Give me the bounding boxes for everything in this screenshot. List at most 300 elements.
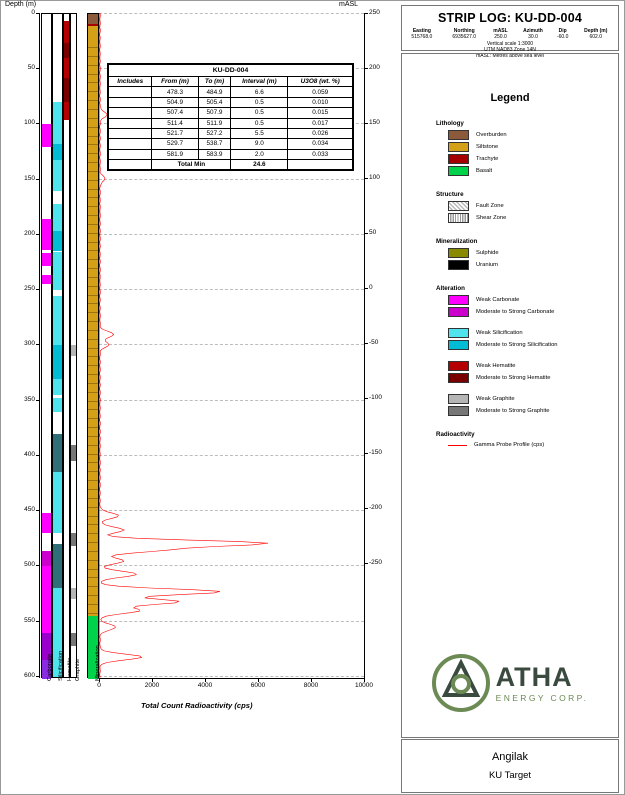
assay-header-includes: Includes bbox=[109, 77, 152, 87]
fault-hatch-icon bbox=[448, 201, 469, 211]
table-cell: 583.9 bbox=[198, 149, 231, 159]
structure-tick bbox=[88, 392, 98, 393]
company-logo bbox=[402, 654, 618, 712]
alteration-segment bbox=[53, 204, 62, 231]
structure-tick bbox=[88, 401, 98, 402]
structure-tick bbox=[88, 312, 98, 313]
cps-tick-label: 10000 bbox=[354, 682, 374, 689]
color-swatch-icon bbox=[448, 295, 469, 305]
collar-header-easting: Easting bbox=[412, 28, 431, 34]
track-hematite bbox=[63, 13, 70, 678]
structure-tick bbox=[88, 533, 98, 534]
structure-tick bbox=[88, 286, 98, 287]
cps-tick-mark bbox=[205, 678, 206, 682]
alteration-segment bbox=[53, 472, 62, 533]
note-scale: Vertical scale 1:3000 bbox=[486, 40, 534, 47]
structure-tick bbox=[88, 577, 98, 578]
table-cell bbox=[109, 87, 152, 97]
structure-tick bbox=[88, 127, 98, 128]
structure-tick bbox=[88, 206, 98, 207]
table-cell: 581.9 bbox=[152, 149, 198, 159]
structure-tick bbox=[88, 454, 98, 455]
table-cell bbox=[288, 160, 353, 170]
legend-item bbox=[448, 248, 618, 258]
structure-tick bbox=[88, 242, 98, 243]
structure-tick bbox=[88, 339, 98, 340]
masl-tick-label: 50 bbox=[369, 228, 377, 236]
alteration-segment bbox=[53, 296, 62, 346]
structure-tick bbox=[88, 259, 98, 260]
masl-tick-label: -200 bbox=[369, 503, 383, 511]
shear-hatch-icon bbox=[448, 213, 469, 223]
legend-item bbox=[448, 142, 618, 152]
legend-item-label: Basalt bbox=[476, 168, 493, 174]
structure-tick bbox=[88, 268, 98, 269]
track-label-mineralization: Mineralization bbox=[95, 645, 101, 681]
assay-title-row bbox=[109, 65, 353, 77]
color-swatch-icon bbox=[448, 260, 469, 270]
legend-section-title: Alteration bbox=[436, 285, 465, 292]
structure-tick bbox=[88, 542, 98, 543]
structure-tick bbox=[88, 250, 98, 251]
table-cell: 2.0 bbox=[231, 149, 288, 159]
collar-value-masl: 250.0 bbox=[494, 34, 507, 41]
collar-value-dip: -60.0 bbox=[556, 34, 569, 41]
alteration-segment bbox=[53, 252, 62, 291]
color-swatch-icon bbox=[448, 394, 469, 404]
alteration-segment bbox=[53, 160, 62, 191]
collar-value-easting: 515768.0 bbox=[411, 34, 433, 41]
logo-text bbox=[495, 661, 589, 703]
structure-tick bbox=[88, 365, 98, 366]
cps-axis-line bbox=[99, 678, 364, 680]
assay-header-grade: U3O8 (wt. %) bbox=[288, 77, 353, 87]
structure-tick bbox=[88, 551, 98, 552]
legend-item bbox=[448, 154, 618, 164]
table-cell bbox=[109, 118, 152, 128]
alteration-segment bbox=[71, 345, 76, 356]
legend-item-label: Siltstone bbox=[476, 144, 499, 150]
table-cell: 529.7 bbox=[152, 139, 198, 149]
alteration-segment bbox=[64, 102, 69, 120]
logo-name: ATHA bbox=[495, 661, 573, 692]
legend-section-spacer bbox=[402, 272, 618, 285]
structure-tick bbox=[88, 180, 98, 181]
legend-item bbox=[448, 130, 618, 140]
legend-section-title: Lithology bbox=[436, 120, 464, 127]
alteration-segment bbox=[42, 219, 51, 250]
legend-item-label: Sulphide bbox=[476, 250, 499, 256]
alteration-segment bbox=[53, 231, 62, 252]
table-row bbox=[109, 97, 353, 107]
table-cell: 0.010 bbox=[288, 97, 353, 107]
legend-item bbox=[448, 441, 618, 449]
collar-header-depth: Depth (m) bbox=[584, 28, 608, 34]
legend-item-label: Moderate to Strong Hematite bbox=[476, 375, 551, 381]
structure-tick bbox=[88, 604, 98, 605]
masl-tick-label: -100 bbox=[369, 393, 383, 401]
table-cell bbox=[109, 108, 152, 118]
cps-tick-mark bbox=[258, 678, 259, 682]
color-swatch-icon bbox=[448, 142, 469, 152]
alteration-segment bbox=[53, 588, 62, 632]
gamma-line-icon bbox=[448, 441, 467, 449]
legend-item-label: Weak Graphite bbox=[476, 396, 515, 402]
structure-tick bbox=[88, 277, 98, 278]
depth-tick-label: 100 bbox=[24, 119, 35, 127]
depth-tick-label: 350 bbox=[24, 395, 35, 403]
alteration-segment bbox=[42, 124, 51, 146]
structure-tick bbox=[88, 136, 98, 137]
table-cell: 507.9 bbox=[198, 108, 231, 118]
structure-tick bbox=[88, 436, 98, 437]
structure-tick bbox=[88, 162, 98, 163]
color-swatch-icon bbox=[448, 130, 469, 140]
lithology-column bbox=[87, 13, 99, 678]
legend-spacer bbox=[402, 352, 618, 361]
cps-tick-label: 2000 bbox=[144, 682, 160, 689]
alteration-segment bbox=[42, 253, 51, 266]
collar-value-azimuth: 30.0 bbox=[528, 34, 538, 41]
structure-tick bbox=[88, 569, 98, 570]
legend-item-label: Weak Carbonate bbox=[476, 297, 520, 303]
legend-section-spacer bbox=[402, 178, 618, 191]
table-cell: 478.3 bbox=[152, 87, 198, 97]
collar-header-azimuth: Azimuth bbox=[523, 28, 543, 34]
depth-tick-label: 600 bbox=[24, 671, 35, 679]
collar-header-dip: Dip bbox=[558, 28, 567, 34]
legend-panel bbox=[401, 53, 619, 738]
structure-tick bbox=[88, 224, 98, 225]
structure-tick bbox=[88, 595, 98, 596]
page-title: STRIP LOG: KU-DD-004 bbox=[437, 11, 583, 25]
assay-rows bbox=[109, 87, 353, 170]
assay-total-row bbox=[109, 160, 353, 170]
legend-section-title: Structure bbox=[436, 191, 464, 198]
table-cell: 5.5 bbox=[231, 128, 288, 138]
legend-item-label: Gamma Probe Profile (cps) bbox=[474, 442, 545, 448]
table-cell: 0.015 bbox=[288, 108, 353, 118]
color-swatch-icon bbox=[448, 328, 469, 338]
structure-tick bbox=[88, 471, 98, 472]
masl-tick-label: 200 bbox=[369, 63, 380, 71]
table-cell: 0.034 bbox=[288, 139, 353, 149]
table-cell: 0.5 bbox=[231, 97, 288, 107]
alteration-segment bbox=[53, 434, 62, 473]
legend-section-title: Mineralization bbox=[436, 238, 478, 245]
structure-tick bbox=[88, 560, 98, 561]
structure-tick bbox=[88, 100, 98, 101]
legend-item bbox=[448, 406, 618, 416]
legend-item bbox=[448, 340, 618, 350]
structure-tick bbox=[88, 109, 98, 110]
masl-tick-label: 250 bbox=[369, 9, 380, 16]
table-cell bbox=[109, 149, 152, 159]
track-label-hematite: Hematite bbox=[67, 657, 73, 681]
depth-tick-label: 200 bbox=[24, 229, 35, 237]
legend-title: Legend bbox=[490, 92, 530, 104]
masl-tick-label: -250 bbox=[369, 558, 383, 566]
table-cell: 511.4 bbox=[152, 118, 198, 128]
alteration-segment bbox=[53, 379, 62, 396]
structure-tick bbox=[88, 47, 98, 48]
table-cell bbox=[109, 97, 152, 107]
table-cell: 0.026 bbox=[288, 128, 353, 138]
assay-header-to: To (m) bbox=[198, 77, 231, 87]
cps-tick-label: 4000 bbox=[197, 682, 213, 689]
legend-section-spacer bbox=[402, 418, 618, 431]
structure-tick bbox=[88, 374, 98, 375]
structure-tick bbox=[88, 330, 98, 331]
structure-tick bbox=[88, 65, 98, 66]
structure-tick bbox=[88, 82, 98, 83]
legend-item-label: Moderate to Strong Silicification bbox=[476, 342, 558, 348]
legend-section-spacer bbox=[402, 225, 618, 238]
structure-tick bbox=[88, 383, 98, 384]
depth-tick-label: 550 bbox=[24, 616, 35, 624]
structure-tick bbox=[88, 427, 98, 428]
depth-tick-label: 400 bbox=[24, 450, 35, 458]
depth-tick-label: 50 bbox=[27, 64, 35, 72]
depth-tick-label: 250 bbox=[24, 285, 35, 293]
structure-tick bbox=[88, 118, 98, 119]
table-row bbox=[109, 149, 353, 159]
legend-item-label: Trachyte bbox=[476, 156, 499, 162]
table-row bbox=[109, 108, 353, 118]
structure-tick bbox=[88, 613, 98, 614]
footer-panel bbox=[401, 739, 619, 793]
legend-body bbox=[402, 120, 618, 464]
structure-tick bbox=[88, 356, 98, 357]
legend-item bbox=[448, 394, 618, 404]
structure-tick bbox=[88, 462, 98, 463]
table-cell bbox=[109, 160, 152, 170]
legend-item bbox=[448, 307, 618, 317]
depth-axis-label: Depth (m) bbox=[5, 1, 37, 8]
table-cell: 0.017 bbox=[288, 118, 353, 128]
track-label-silicification: Silicification bbox=[58, 650, 64, 681]
color-swatch-icon bbox=[448, 166, 469, 176]
table-cell: 511.9 bbox=[198, 118, 231, 128]
track-graphite bbox=[70, 13, 77, 678]
structure-tick bbox=[88, 445, 98, 446]
cps-tick-label: 8000 bbox=[303, 682, 319, 689]
legend-item-label: Weak Silicification bbox=[476, 330, 523, 336]
alteration-segment bbox=[42, 616, 51, 633]
table-cell bbox=[109, 128, 152, 138]
collar-header-northing: Northing bbox=[453, 28, 475, 34]
structure-tick bbox=[88, 197, 98, 198]
structure-tick bbox=[88, 409, 98, 410]
table-cell: 527.2 bbox=[198, 128, 231, 138]
table-cell: 504.9 bbox=[152, 97, 198, 107]
assay-total-label: Total Min bbox=[152, 160, 231, 170]
table-row bbox=[109, 139, 353, 149]
structure-tick bbox=[88, 321, 98, 322]
legend-item bbox=[448, 361, 618, 371]
masl-axis-line bbox=[364, 13, 365, 678]
alteration-segment bbox=[71, 533, 76, 546]
masl-tick-label: -50 bbox=[369, 338, 379, 346]
legend-item bbox=[448, 295, 618, 305]
alteration-segment bbox=[64, 43, 69, 58]
legend-item-label: Weak Hematite bbox=[476, 363, 516, 369]
legend-section-spacer bbox=[402, 451, 618, 464]
depth-tick-label: 450 bbox=[24, 506, 35, 514]
legend-item bbox=[448, 373, 618, 383]
cps-tick-label: 6000 bbox=[250, 682, 266, 689]
legend-section-title: Radioactivity bbox=[436, 431, 475, 438]
depth-tick-label: 150 bbox=[24, 174, 35, 182]
masl-axis-label: mASL bbox=[339, 1, 359, 8]
structure-tick bbox=[88, 586, 98, 587]
structure-tick bbox=[88, 480, 98, 481]
color-swatch-icon bbox=[448, 340, 469, 350]
structure-tick bbox=[88, 74, 98, 75]
target-name: KU Target bbox=[488, 770, 532, 781]
legend-item bbox=[448, 213, 618, 223]
assay-header-from: From (m) bbox=[152, 77, 198, 87]
table-cell: 521.7 bbox=[152, 128, 198, 138]
color-swatch-icon bbox=[448, 361, 469, 371]
alteration-segment bbox=[53, 398, 62, 411]
track-label-carbonate: Carbonate bbox=[47, 653, 53, 681]
legend-spacer bbox=[402, 319, 618, 328]
alteration-segment bbox=[64, 58, 69, 78]
depth-tick-label: 0 bbox=[31, 9, 35, 16]
collar-value-northing: 6935627.0 bbox=[452, 34, 477, 41]
track-label-graphite: Graphite bbox=[75, 658, 81, 681]
track-silicification bbox=[52, 13, 63, 678]
masl-tick-label: -150 bbox=[369, 448, 383, 456]
color-swatch-icon bbox=[448, 154, 469, 164]
structure-tick bbox=[88, 215, 98, 216]
table-row bbox=[109, 118, 353, 128]
log-plot-area bbox=[1, 1, 393, 741]
structure-tick bbox=[88, 498, 98, 499]
alteration-segment bbox=[53, 144, 62, 159]
assay-header-row bbox=[109, 77, 353, 87]
color-swatch-icon bbox=[448, 406, 469, 416]
table-cell: 507.4 bbox=[152, 108, 198, 118]
table-cell: 0.033 bbox=[288, 149, 353, 159]
header-panel bbox=[401, 5, 619, 59]
masl-tick-label: 150 bbox=[369, 118, 380, 126]
table-cell bbox=[109, 139, 152, 149]
structure-tick bbox=[88, 295, 98, 296]
alteration-segment bbox=[64, 78, 69, 102]
structure-tick bbox=[88, 524, 98, 525]
structure-tick bbox=[88, 189, 98, 190]
alteration-segment bbox=[71, 633, 76, 646]
assay-title: KU-DD-004 bbox=[109, 65, 353, 77]
legend-item-label: Shear Zone bbox=[476, 215, 507, 221]
alteration-segment bbox=[42, 566, 51, 616]
assay-header-interval: Interval (m) bbox=[231, 77, 288, 87]
structure-tick bbox=[88, 418, 98, 419]
masl-tick-label: 0 bbox=[369, 283, 373, 291]
alteration-segment bbox=[42, 513, 51, 533]
structure-tick bbox=[88, 144, 98, 145]
cps-tick-mark bbox=[99, 678, 100, 682]
legend-item-label: Moderate to Strong Graphite bbox=[476, 408, 550, 414]
table-cell: 484.9 bbox=[198, 87, 231, 97]
lithology-segment bbox=[88, 14, 98, 24]
depth-tick-label: 300 bbox=[24, 340, 35, 348]
collar-value-depth: 602.0 bbox=[589, 34, 603, 41]
project-name: Angilak bbox=[491, 751, 529, 763]
table-cell: 0.5 bbox=[231, 118, 288, 128]
table-cell: 538.7 bbox=[198, 139, 231, 149]
logo-subtitle: ENERGY CORP. bbox=[495, 692, 589, 703]
structure-tick bbox=[88, 171, 98, 172]
legend-item-label: Uranium bbox=[476, 262, 498, 268]
alteration-segment bbox=[71, 445, 76, 462]
table-cell: 505.4 bbox=[198, 97, 231, 107]
structure-tick bbox=[88, 303, 98, 304]
structure-tick bbox=[88, 516, 98, 517]
legend-spacer bbox=[402, 385, 618, 394]
table-row bbox=[109, 87, 353, 97]
legend-item-label: Moderate to Strong Carbonate bbox=[476, 309, 555, 315]
structure-tick bbox=[88, 56, 98, 57]
color-swatch-icon bbox=[448, 248, 469, 258]
legend-item-label: Fault Zone bbox=[476, 203, 504, 209]
table-cell: 6.6 bbox=[231, 87, 288, 97]
note-masl: mASL: Metres above sea level bbox=[476, 53, 544, 59]
structure-tick bbox=[88, 233, 98, 234]
alteration-segment bbox=[71, 588, 76, 599]
table-cell: 0.5 bbox=[231, 108, 288, 118]
assay-table bbox=[107, 63, 354, 171]
cps-tick-label: 0 bbox=[97, 682, 101, 689]
alteration-segment bbox=[42, 551, 51, 566]
table-cell: 9.0 bbox=[231, 139, 288, 149]
alteration-segment bbox=[53, 544, 62, 588]
chart-title: Total Count Radioactivity (cps) bbox=[141, 701, 253, 710]
note-utm: UTM NAD83 Zone 14N bbox=[484, 46, 536, 53]
legend-item bbox=[448, 201, 618, 211]
structure-tick bbox=[88, 507, 98, 508]
cps-tick-mark bbox=[364, 678, 365, 682]
legend-item-label: Overburden bbox=[476, 132, 507, 138]
alteration-segment bbox=[64, 21, 69, 43]
cps-tick-mark bbox=[311, 678, 312, 682]
table-cell: 0.059 bbox=[288, 87, 353, 97]
legend-item bbox=[448, 328, 618, 338]
legend-item bbox=[448, 166, 618, 176]
table-row bbox=[109, 128, 353, 138]
alteration-segment bbox=[53, 102, 62, 144]
cps-tick-mark bbox=[152, 678, 153, 682]
color-swatch-icon bbox=[448, 373, 469, 383]
alteration-segment bbox=[53, 345, 62, 378]
color-swatch-icon bbox=[448, 307, 469, 317]
track-carbonate bbox=[41, 13, 52, 678]
collar-header-masl: mASL bbox=[493, 28, 508, 34]
structure-tick bbox=[88, 153, 98, 154]
structure-tick bbox=[88, 91, 98, 92]
atha-mark-icon bbox=[432, 654, 490, 712]
depth-axis-line bbox=[39, 13, 40, 678]
legend-item bbox=[448, 260, 618, 270]
structure-tick bbox=[88, 489, 98, 490]
structure-tick bbox=[88, 348, 98, 349]
depth-tick-label: 500 bbox=[24, 561, 35, 569]
masl-tick-label: 100 bbox=[369, 173, 380, 181]
assay-total-value: 24.6 bbox=[231, 160, 288, 170]
alteration-segment bbox=[42, 275, 51, 284]
